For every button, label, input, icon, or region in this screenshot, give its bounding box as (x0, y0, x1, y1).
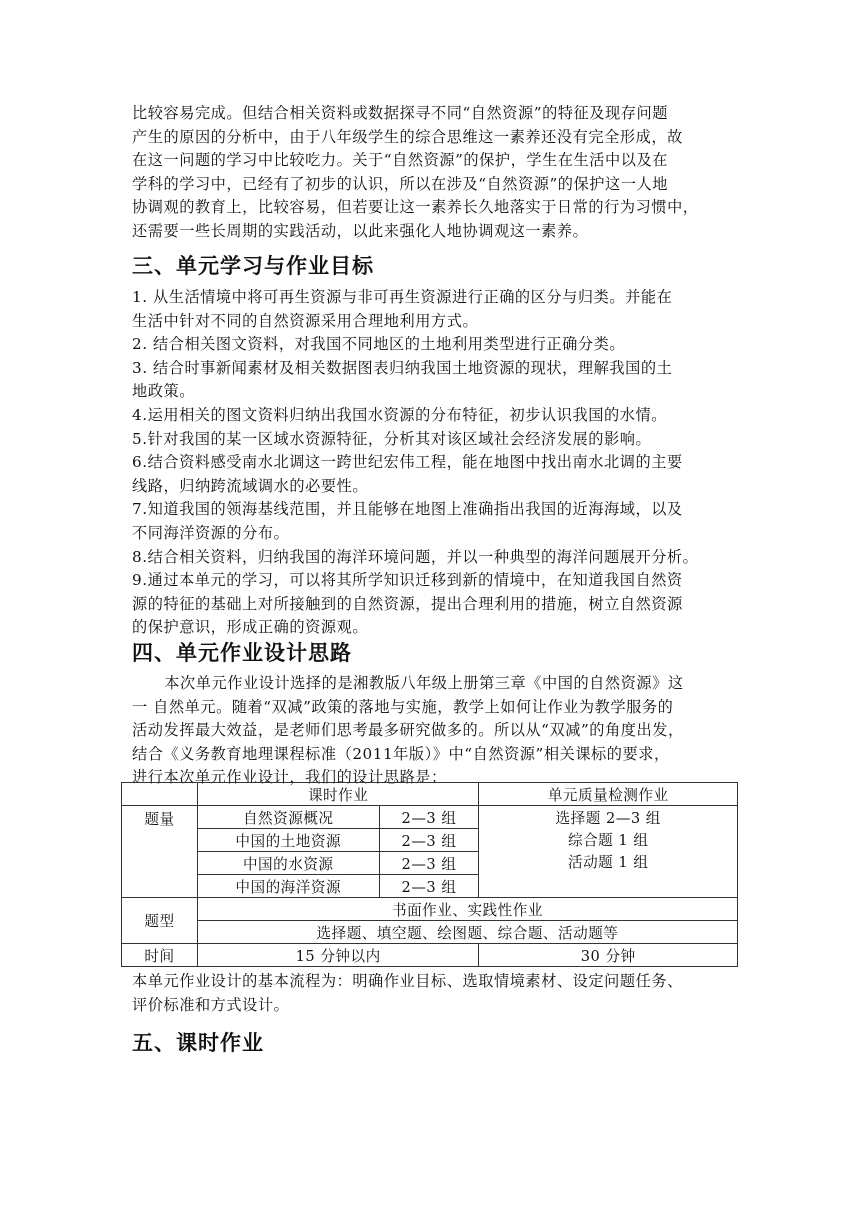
table-cell (122, 783, 198, 806)
unit-quantity-item: 活动题 1 组 (567, 854, 649, 871)
section-heading-goals: 三、单元学习与作业目标 (132, 254, 374, 278)
text-line: 线路，归纳跨流域调水的必要性。 (132, 476, 369, 495)
row-label-time: 时间 (122, 944, 198, 967)
text-line: 2. 结合相关图文资料，对我国不同地区的土地利用类型进行正确分类。 (132, 335, 626, 354)
table-header-unit: 单元质量检测作业 (479, 783, 738, 806)
row-label-type: 题型 (122, 898, 198, 944)
lesson-name: 中国的土地资源 (197, 829, 379, 852)
text-line: 进行本次单元作业设计，我们的设计思路是： (132, 768, 447, 787)
text-line: 6.结合资料感受南水北调这一跨世纪宏伟工程，能在地图中找出南水北调的主要 (132, 453, 683, 472)
table-row (122, 898, 738, 921)
text-line: 评价标准和方式设计。 (132, 995, 290, 1014)
lesson-name: 中国的海洋资源 (197, 875, 379, 898)
design-paragraph (132, 672, 732, 790)
text-line: 一 自然单元。随着“双减”政策的落地与实施，教学上如何让作业为教学服务的 (132, 697, 674, 716)
intro-paragraph (132, 102, 732, 244)
text-line: 比较容易完成。但结合相关资料或数据探寻不同“自然资源”的特征及现存问题 (132, 104, 668, 122)
goals-list (132, 286, 732, 640)
unit-quantity-item: 综合题 1 组 (567, 832, 649, 849)
text-line: 活动发挥最大效益，是老师们思考最多研究做多的。所以从“双减”的角度出发， (132, 721, 684, 740)
text-line: 学科的学习中，已经有了初步的认识，所以在涉及“自然资源”的保护这一人地 (132, 174, 668, 193)
lesson-groups: 2—3 组 (379, 806, 479, 829)
text-line: 本单元作业设计的基本流程为：明确作业目标、选取情境素材、设定问题任务、 (132, 972, 683, 990)
text-line: 1. 从生活情境中将可再生资源与非可再生资源进行正确的区分与归类。并能在 (132, 288, 673, 306)
table-row (122, 944, 738, 967)
text-line: 不同海洋资源的分布。 (132, 523, 290, 542)
text-line: 源的特征的基础上对所接触到的自然资源，提出合理利用的措施，树立自然资源 (132, 594, 683, 613)
text-line: 还需要一些长周期的实践活动，以此来强化人地协调观这一素养。 (132, 221, 589, 240)
text-line: 9.通过本单元的学习，可以将其所学知识迁移到新的情境中，在知道我国自然资 (132, 571, 683, 590)
unit-quantity (479, 806, 738, 898)
lesson-groups: 2—3 组 (379, 829, 479, 852)
lesson-time: 15 分钟以内 (197, 944, 479, 967)
unit-quantity-item: 选择题 2—3 组 (555, 810, 661, 827)
type-kinds: 选择题、填空题、绘图题、综合题、活动题等 (197, 921, 737, 944)
text-line: 的保护意识，形成正确的资源观。 (132, 618, 369, 637)
table-header-lesson: 课时作业 (197, 783, 479, 806)
table-row (122, 806, 738, 829)
text-line: 7.知道我国的领海基线范围，并且能够在地图上准确指出我国的近海海域，以及 (132, 500, 683, 519)
text-line: 8.结合相关资料，归纳我国的海洋环境问题，并以一种典型的海洋问题展开分析。 (132, 547, 699, 566)
flow-paragraph (132, 970, 732, 1017)
text-line: 在这一问题的学习中比较吃力。关于“自然资源”的保护，学生在生活中以及在 (132, 151, 668, 170)
unit-time: 30 分钟 (479, 944, 738, 967)
lesson-name: 自然资源概况 (197, 806, 379, 829)
text-line: 结合《义务教育地理课程标准（2011年版）》中“自然资源”相关课标的要求， (132, 744, 670, 763)
table-row (122, 783, 738, 806)
text-line: 协调观的教育上，比较容易，但若要让这一素养长久地落实于日常的行为习惯中， (132, 198, 699, 217)
table-row (122, 921, 738, 944)
lesson-groups: 2—3 组 (379, 875, 479, 898)
section-heading-design: 四、单元作业设计思路 (132, 641, 352, 665)
homework-table (121, 782, 738, 967)
type-form: 书面作业、实践性作业 (197, 898, 737, 921)
lesson-groups: 2—3 组 (379, 852, 479, 875)
lesson-name: 中国的水资源 (197, 852, 379, 875)
text-line: 3. 结合时事新闻素材及相关数据图表归纳我国土地资源的现状，理解我国的土 (132, 358, 673, 377)
text-line: 5.针对我国的某一区域水资源特征，分析其对该区域社会经济发展的影响。 (132, 429, 652, 448)
text-line: 产生的原因的分析中，由于八年级学生的综合思维这一素养还没有完全形成，故 (132, 127, 683, 146)
row-label-quantity: 题量 (122, 806, 198, 898)
text-line: 生活中针对不同的自然资源采用合理地利用方式。 (132, 311, 479, 330)
text-line: 地政策。 (132, 382, 195, 401)
text-line: 4.运用相关的图文资料归纳出我国水资源的分布特征，初步认识我国的水情。 (132, 405, 667, 424)
text-line: 本次单元作业设计选择的是湘教版八年级上册第三章《中国的自然资源》这 (132, 674, 684, 692)
section-heading-lesson-homework: 五、课时作业 (132, 1031, 264, 1055)
